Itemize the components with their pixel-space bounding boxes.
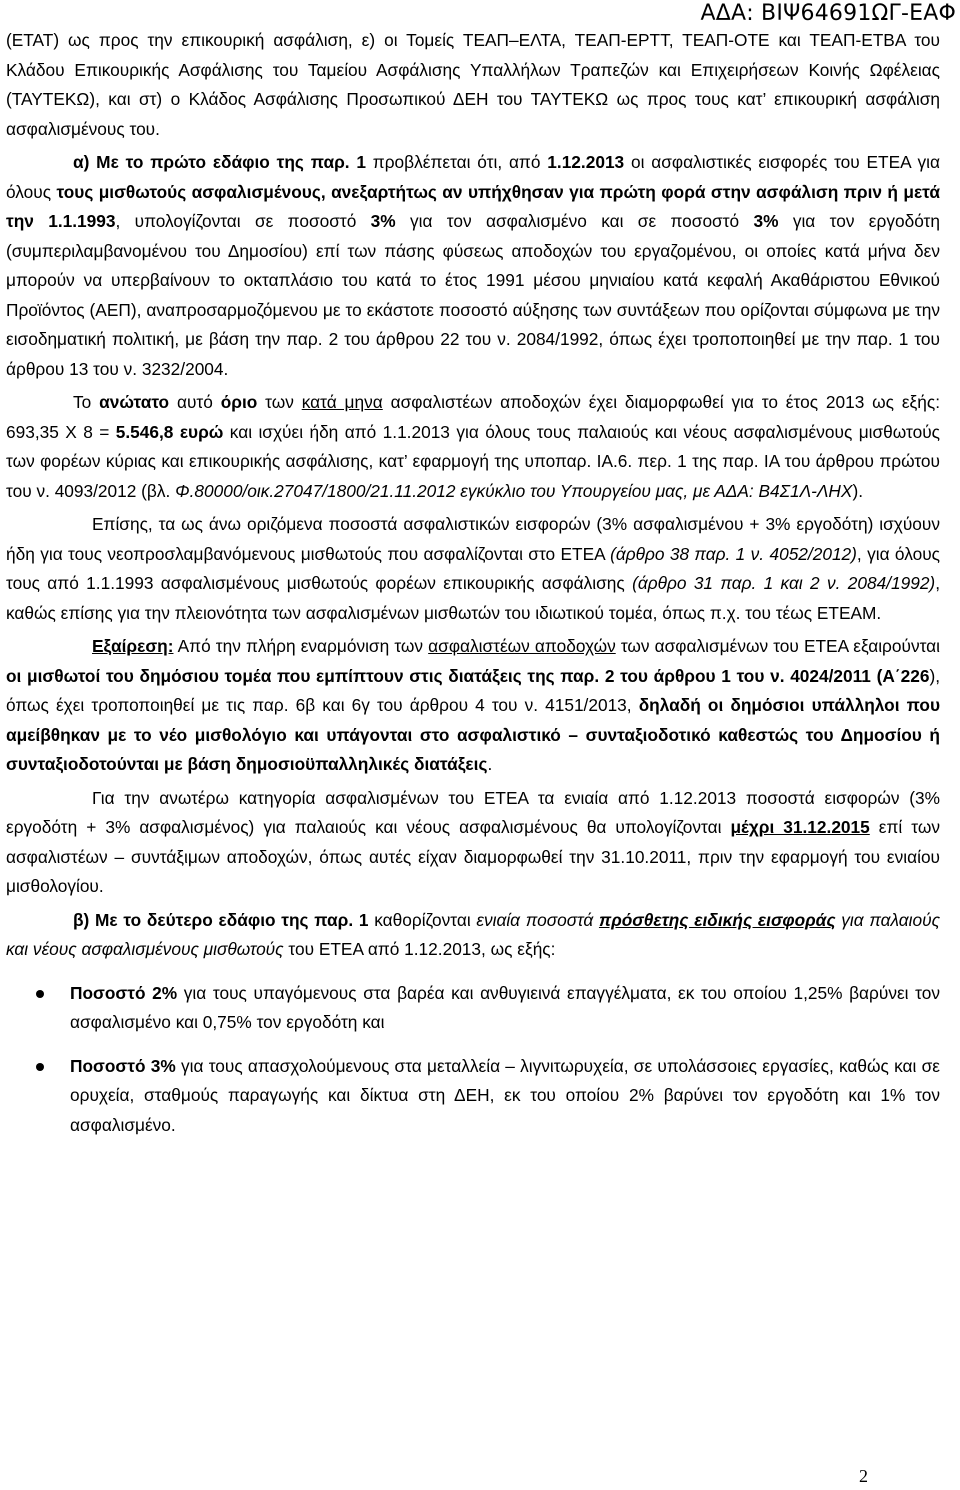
- list-item: Ποσοστό 3% για τους απασχολούμενους στα μεταλλεία – λιγνιτωρυχεία, σε υπολάσσοιες εργασίες, καθώς και σε ορυχεία, σταθμούς παραγωγής και δίκτυα στη ΔΕΗ, εκ του οποίου 2% βαρύνει τον εργοδότη και 1% τον ασφαλισμένο.: [6, 1052, 940, 1141]
- list-item: Ποσοστό 2% για τους υπαγόμενους στα βαρέα και ανθυγιεινά επαγγέλματα, εκ του οποίου 1,25% βαρύνει τον ασφαλισμένο και 0,75% τον εργοδότη και: [6, 979, 940, 1038]
- paragraph-exception: Εξαίρεση: Από την πλήρη εναρμόνιση των ασφαλιστέων αποδοχών των ασφαλισμένων του ΕΤΕΑ εξαιρούνται οι μισθωτοί του δημόσιου τομέα που εμπίπτουν στις διατάξεις της παρ. 2 του άρθρου 1 του ν. 4024/2011 (Α΄226), όπως έχει τροποποιηθεί με τις παρ. 6β και 6γ του άρθρου 4 του ν. 4151/2013, δηλαδή οι δημόσιοι υπάλληλοι που αμείβθηκαν με το νέο μισθολόγιο και υπάγονται στο ασφαλιστικό – συνταξιοδοτικό καθεστώς του Δημοσίου ή συνταξιοδοτούνται με βάση δημοσιοϋπαλληλικές διατάξεις.: [6, 636, 940, 774]
- bullet-list: [6, 979, 940, 1141]
- paragraph-category: Για την ανωτέρω κατηγορία ασφαλισμένων του ΕΤΕΑ τα ενιαία από 1.12.2013 ποσοστά εισφορών (3% εργοδότη + 3% ασφαλισμένος) για παλαιούς και νέους ασφαλισμένους θα υπολογίζονται μέχρι 31.12.2015 επί των ασφαλιστέων – συντάξιμων αποδοχών, όπως αυτές είχαν διαμορφωθεί την 31.10.2011, πριν την εφαρμογή του ενιαίου μισθολογίου.: [6, 787, 940, 896]
- document-body: [6, 26, 940, 1140]
- item-label: α) Με το: [73, 152, 151, 172]
- exception-label: Εξαίρεση:: [92, 636, 174, 656]
- page-number: 2: [859, 1466, 868, 1486]
- paragraph-a: α) Με το πρώτο εδάφιο της παρ. 1 προβλέπεται ότι, από 1.12.2013 οι ασφαλιστικές εισφορές του ΕΤΕΑ για όλους τους μισθωτούς ασφαλισμένους, ανεξαρτήτως αν υπήχθησαν για πρώτη φορά στην ασφάλιση πριν ή μετά την 1.1.1993, υπολογίζονται σε ποσοστό 3% για τον ασφαλισμένο και σε ποσοστό 3% για τον εργοδότη (συμπεριλαμβανομένου του Δημοσίου) επί των πάσης φύσεως αποδοχών του εργαζομένου, οι οποίες κατά μήνα δεν μπορούν να υπερβαίνουν το οκταπλάσιο του κατά το έτος 1991 μέσου μηνιαίου κατά κεφαλή Ακαθάριστου Εθνικού Προϊόντος (ΑΕΠ), αναπροσαρμοζόμενου με το εκάστοτε ποσοστό αύξησης των συντάξεων που ορίζονται σύμφωνα με την εισοδηματική πολιτική, με βάση την παρ. 2 του άρθρου 22 του ν. 2084/1992, όπως έχει τροποποιηθεί με την παρ. 1 του άρθρου 13 του ν. 3232/2004.: [6, 152, 940, 379]
- paragraph-also: Επίσης, τα ως άνω οριζόμενα ποσοστά ασφαλιστικών εισφορών (3% ασφαλισμένου + 3% εργοδότη) ισχύουν ήδη για τους νεοπροσλαμβανόμενους μισθωτούς που ασφαλίζονται στο ΕΤΕΑ (άρθρο 38 παρ. 1 ν. 4052/2012), για όλους τους από 1.1.1993 ασφαλισμένους μισθωτούς φορέων επικουρικής ασφάλισης (άρθρο 31 παρ. 1 και 2 ν. 2084/1992), καθώς επίσης για την πλειονότητα των ασφαλισμένων μισθωτών του ιδιωτικού τομέα, όπως π.χ. του τέως ΕΤΕΑΜ.: [6, 514, 941, 623]
- paragraph-continuation: (ΕΤΑΤ) ως προς την επικουρική ασφάλιση, ε) οι Τομείς ΤΕΑΠ–ΕΛΤΑ, ΤΕΑΠ-ΕΡΤΤ, ΤΕΑΠ-ΟΤΕ και ΤΕΑΠ-ΕΤΒΑ του Κλάδου Επικουρικής Ασφάλισης του Ταμείου Ασφάλισης Υπαλλήλων Τραπεζών και Επιχειρήσεων Κοινής Ωφέλειας (ΤΑΥΤΕΚΩ), και στ) ο Κλάδος Ασφάλισης Προσωπικού ΔΕΗ του ΤΑΥΤΕΚΩ ως προς τους κατ’ επικουρική ασφάλιση ασφαλισμένους του.: [6, 30, 940, 139]
- item-label: β) Με το: [73, 909, 147, 930]
- ada-code: ΑΔΑ: ΒΙΨ64691ΩΓ-ΕΑΦ: [700, 1, 956, 26]
- paragraph-b: β) Με το δεύτερο εδάφιο της παρ. 1 καθορίζονται ενιαία ποσοστά πρόσθετης ειδικής εισφοράς για παλαιούς και νέους ασφαλισμένους μισθωτούς του ΕΤΕΑ από 1.12.2013, ως εξής:: [6, 909, 940, 959]
- bullet-icon: [36, 990, 44, 998]
- bullet-icon: [36, 1063, 44, 1071]
- paragraph-upper-limit: Το ανώτατο αυτό όριο των κατά μηνα ασφαλιστέων αποδοχών έχει διαμορφωθεί για το έτος 2013 ως εξής: 693,35 Χ 8 = 5.546,8 ευρώ και ισχύει ήδη από 1.1.2013 για όλους τους παλαιούς και νέους ασφαλισμένους μισθωτούς των φορέων κύριας και επικουρικής ασφάλισης, κατ’ εφαρμογή της υποπαρ. ΙΑ.6. περ. 1 της παρ. ΙΑ του άρθρου πρώτου του ν. 4093/2012 (βλ. Φ.80000/οικ.27047/1800/21.11.2012 εγκύκλιο του Υπουργείου μας, με ΑΔΑ: Β4Σ1Λ-ΛΗΧ).: [6, 392, 941, 501]
